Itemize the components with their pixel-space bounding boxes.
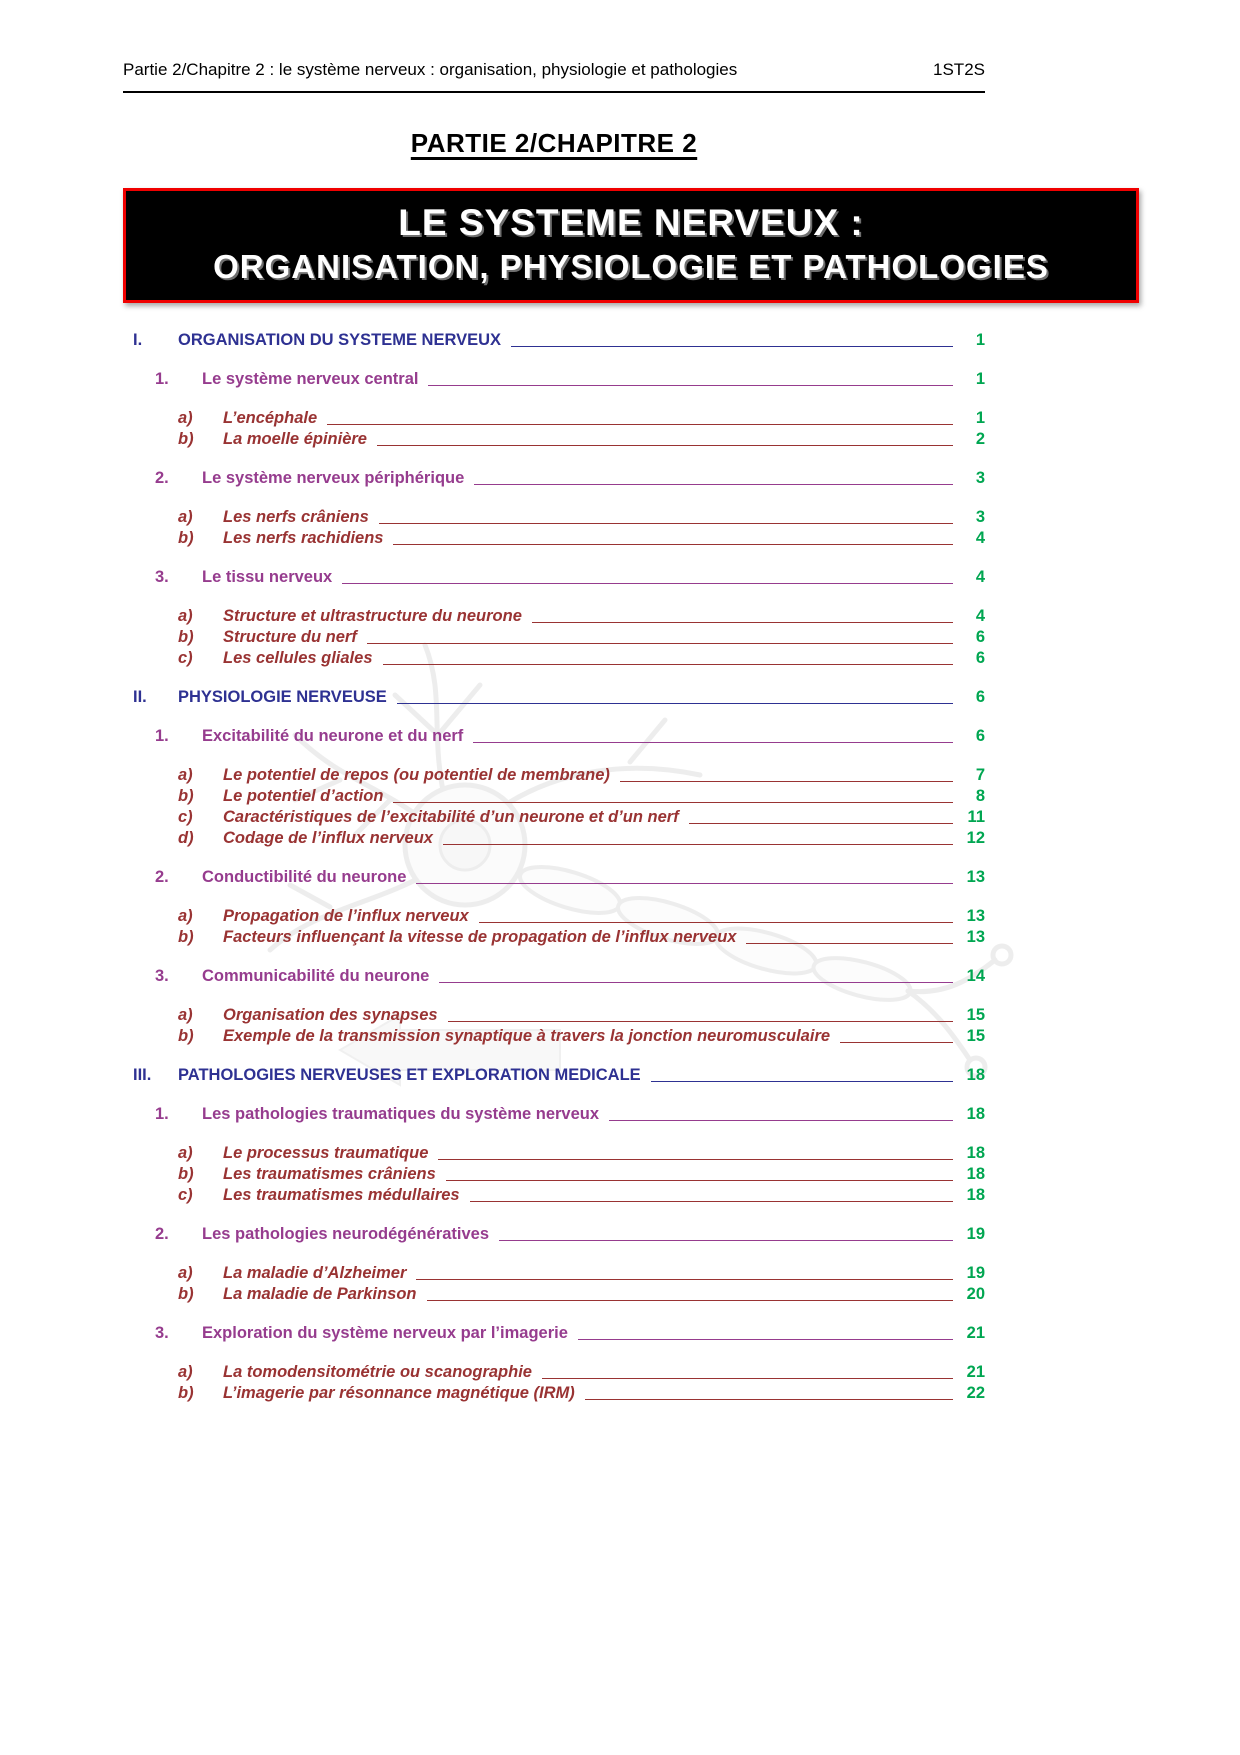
toc-entry[interactable] [123, 1026, 985, 1047]
toc-leader-line [342, 583, 953, 584]
toc-page-number: 13 [966, 907, 985, 925]
toc-entry-label: 3. [155, 967, 169, 985]
toc-entry[interactable] [123, 627, 985, 648]
toc-entry-label: b) [178, 529, 194, 547]
toc-leader-line [416, 883, 953, 884]
toc-entry[interactable] [123, 1164, 985, 1185]
toc-entry-title: L’encéphale [223, 409, 318, 427]
toc-entry-title: Organisation des synapses [223, 1006, 438, 1024]
toc-entry[interactable] [123, 648, 985, 669]
toc-entry[interactable] [123, 1263, 985, 1284]
toc-entry[interactable] [123, 507, 985, 528]
toc-page-number: 15 [966, 1027, 985, 1045]
toc-entry-title: Codage de l’influx nerveux [223, 829, 433, 847]
toc-entry-label: b) [178, 1165, 194, 1183]
toc-page-number: 13 [966, 928, 985, 946]
toc-entry-title: Structure et ultrastructure du neurone [223, 607, 522, 625]
toc-entry-title: La tomodensitométrie ou scanographie [223, 1363, 532, 1381]
toc-leader-line [439, 982, 953, 983]
toc-entry-label: d) [178, 829, 194, 847]
toc-entry[interactable] [123, 786, 985, 807]
toc-leader-line [443, 844, 953, 845]
toc-entry-label: b) [178, 1384, 194, 1402]
toc-entry-label: 3. [155, 568, 169, 586]
toc-page-number: 1 [975, 331, 985, 349]
toc-entry-title: La maladie d’Alzheimer [223, 1264, 407, 1282]
toc-entry-title: Les pathologies neurodégénératives [202, 1225, 489, 1243]
toc-entry-title: Exemple de la transmission synaptique à travers la jonction neuromusculaire [223, 1027, 831, 1045]
toc-leader-line [499, 1240, 953, 1241]
toc-leader-line [609, 1120, 953, 1121]
toc-entry-title: Les nerfs crâniens [223, 508, 369, 526]
toc-entry[interactable] [123, 1362, 985, 1383]
toc-leader-line [448, 1021, 953, 1022]
toc-entry[interactable] [123, 606, 985, 627]
toc-leader-line [367, 643, 953, 644]
toc-entry[interactable] [123, 1005, 985, 1026]
toc-entry-title: Les cellules gliales [223, 649, 373, 667]
toc-entry-title: Caractéristiques de l’excitabilité d’un neurone et d’un nerf [223, 808, 679, 826]
toc-page-number: 13 [966, 868, 985, 886]
toc-entry[interactable] [123, 528, 985, 549]
toc-entry-label: 1. [155, 370, 169, 388]
toc-entry-title: La maladie de Parkinson [223, 1285, 417, 1303]
toc-entry-title: Les nerfs rachidiens [223, 529, 384, 547]
toc-page-number: 22 [966, 1384, 985, 1402]
toc-page-number: 8 [975, 787, 985, 805]
toc-page-number: 15 [966, 1006, 985, 1024]
toc-leader-line [511, 346, 953, 347]
toc-leader-line [689, 823, 953, 824]
toc-page-number: 18 [966, 1144, 985, 1162]
toc-entry[interactable] [123, 408, 985, 429]
toc-entry-title: Structure du nerf [223, 628, 357, 646]
toc-leader-line [397, 703, 953, 704]
toc-leader-line [379, 523, 953, 524]
toc-entry[interactable] [123, 1185, 985, 1206]
toc-page-number: 20 [966, 1285, 985, 1303]
toc-entry-label: a) [178, 409, 193, 427]
toc-page-number: 19 [966, 1264, 985, 1282]
toc-entry-label: I. [133, 331, 143, 349]
page-title: PARTIE 2/CHAPITRE 2 [410, 128, 698, 158]
toc-entry-title: Le potentiel d’action [223, 787, 384, 805]
toc-page-number: 6 [975, 628, 985, 646]
toc-leader-line [585, 1399, 953, 1400]
toc-leader-line [840, 1042, 953, 1043]
toc-entry-label: 1. [155, 727, 169, 745]
banner-title-line1: LE SYSTEME NERVEUX : [398, 202, 864, 243]
toc-leader-line [542, 1378, 953, 1379]
toc-entry[interactable] [123, 906, 985, 927]
toc-entry-title: Conductibilité du neurone [202, 868, 407, 886]
toc-entry-label: b) [178, 628, 194, 646]
toc-entry-title: Le potentiel de repos (ou potentiel de membrane) [223, 766, 610, 784]
toc-page-number: 1 [975, 409, 985, 427]
table-of-contents [123, 330, 985, 1404]
toc-page-number: 6 [975, 688, 985, 706]
toc-page-number: 21 [966, 1363, 985, 1381]
toc-page-number: 19 [966, 1225, 985, 1243]
toc-entry-title: Le système nerveux central [202, 370, 419, 388]
toc-entry[interactable] [123, 765, 985, 786]
toc-page-number: 14 [966, 967, 985, 985]
toc-entry-title: Facteurs influençant la vitesse de propagation de l’influx nerveux [223, 928, 737, 946]
toc-entry-label: a) [178, 766, 193, 784]
toc-entry-label: 3. [155, 1324, 169, 1342]
toc-leader-line [377, 445, 953, 446]
toc-entry-label: b) [178, 1285, 194, 1303]
toc-entry-label: III. [133, 1066, 152, 1084]
toc-entry[interactable] [123, 687, 985, 708]
toc-entry-label: a) [178, 1363, 193, 1381]
toc-entry-label: a) [178, 1264, 193, 1282]
toc-page-number: 11 [967, 808, 985, 826]
toc-entry-label: II. [133, 688, 147, 706]
toc-entry[interactable] [123, 867, 985, 888]
toc-leader-line [474, 484, 953, 485]
toc-entry-label: a) [178, 1144, 193, 1162]
toc-page-number: 12 [966, 829, 985, 847]
toc-entry-title: PATHOLOGIES NERVEUSES ET EXPLORATION MEDICALE [178, 1066, 641, 1084]
toc-entry-label: a) [178, 607, 193, 625]
toc-entry-title: Exploration du système nerveux par l’imagerie [202, 1324, 568, 1342]
toc-leader-line [470, 1201, 953, 1202]
toc-leader-line [479, 922, 953, 923]
toc-leader-line [327, 424, 953, 425]
toc-page-number: 18 [966, 1186, 985, 1204]
toc-entry[interactable] [123, 1323, 985, 1344]
toc-entry[interactable] [123, 726, 985, 747]
toc-entry[interactable] [123, 1104, 985, 1125]
toc-leader-line [438, 1159, 953, 1160]
toc-page-number: 6 [975, 727, 985, 745]
toc-entry-title: La moelle épinière [223, 430, 367, 448]
toc-entry[interactable] [123, 966, 985, 987]
toc-leader-line [416, 1279, 953, 1280]
toc-entry-title: Excitabilité du neurone et du nerf [202, 727, 464, 745]
toc-entry[interactable] [123, 927, 985, 948]
banner-title-line2: ORGANISATION, PHYSIOLOGIE ET PATHOLOGIES [213, 248, 1049, 285]
toc-entry[interactable] [123, 1143, 985, 1164]
toc-entry-label: b) [178, 787, 194, 805]
toc-page-number: 21 [966, 1324, 985, 1342]
toc-page-number: 18 [966, 1066, 985, 1084]
toc-entry-title: Propagation de l’influx nerveux [223, 907, 469, 925]
toc-entry-title: Les pathologies traumatiques du système nerveux [202, 1105, 600, 1123]
header-left-text: Partie 2/Chapitre 2 : le système nerveux : organisation, physiologie et pathologies [123, 60, 738, 79]
toc-entry-title: L’imagerie par résonnance magnétique (IRM) [223, 1384, 575, 1402]
toc-entry-label: c) [178, 808, 193, 826]
toc-entry[interactable] [123, 330, 985, 351]
toc-entry-title: ORGANISATION DU SYSTEME NERVEUX [178, 331, 502, 349]
toc-entry-title: Le tissu nerveux [202, 568, 333, 586]
toc-entry[interactable] [123, 468, 985, 489]
toc-page-number: 3 [975, 469, 985, 487]
toc-page-number: 4 [975, 529, 985, 547]
toc-leader-line [473, 742, 953, 743]
toc-entry-title: Le processus traumatique [223, 1144, 429, 1162]
toc-entry-label: c) [178, 649, 193, 667]
toc-leader-line [746, 943, 953, 944]
toc-entry[interactable] [123, 429, 985, 450]
toc-leader-line [578, 1339, 953, 1340]
toc-entry-title: PHYSIOLOGIE NERVEUSE [178, 688, 387, 706]
toc-entry-label: a) [178, 1006, 193, 1024]
toc-leader-line [446, 1180, 953, 1181]
toc-page-number: 7 [975, 766, 985, 784]
toc-entry-label: a) [178, 508, 193, 526]
toc-page-number: 2 [975, 430, 985, 448]
toc-entry-label: 2. [155, 469, 169, 487]
toc-entry-title: Le système nerveux périphérique [202, 469, 465, 487]
toc-leader-line [428, 385, 953, 386]
chapter-banner [123, 188, 1139, 303]
toc-entry[interactable] [123, 1383, 985, 1404]
toc-entry[interactable] [123, 1224, 985, 1245]
toc-entry[interactable] [123, 1065, 985, 1086]
toc-page-number: 4 [975, 568, 985, 586]
toc-entry-title: Communicabilité du neurone [202, 967, 430, 985]
toc-entry[interactable] [123, 807, 985, 828]
header-right-text: 1ST2S [933, 60, 985, 79]
toc-page-number: 18 [966, 1105, 985, 1123]
toc-leader-line [427, 1300, 954, 1301]
toc-entry-title: Les traumatismes crâniens [223, 1165, 436, 1183]
toc-entry-label: b) [178, 430, 194, 448]
toc-leader-line [393, 544, 953, 545]
toc-entry-label: c) [178, 1186, 193, 1204]
toc-leader-line [651, 1081, 953, 1082]
toc-page-number: 18 [966, 1165, 985, 1183]
toc-entry-label: b) [178, 928, 194, 946]
toc-entry-label: a) [178, 907, 193, 925]
toc-entry-label: b) [178, 1027, 194, 1045]
toc-entry[interactable] [123, 369, 985, 390]
toc-entry-label: 1. [155, 1105, 169, 1123]
toc-leader-line [620, 781, 953, 782]
toc-page-number: 3 [975, 508, 985, 526]
toc-entry-title: Les traumatismes médullaires [223, 1186, 460, 1204]
toc-leader-line [532, 622, 953, 623]
toc-page-number: 4 [975, 607, 985, 625]
toc-entry-label: 2. [155, 868, 169, 886]
toc-entry-label: 2. [155, 1225, 169, 1243]
page-header [123, 60, 985, 93]
toc-entry[interactable] [123, 567, 985, 588]
toc-page-number: 1 [975, 370, 985, 388]
toc-leader-line [383, 664, 954, 665]
toc-entry[interactable] [123, 1284, 985, 1305]
toc-page-number: 6 [975, 649, 985, 667]
toc-entry[interactable] [123, 828, 985, 849]
toc-leader-line [393, 802, 953, 803]
